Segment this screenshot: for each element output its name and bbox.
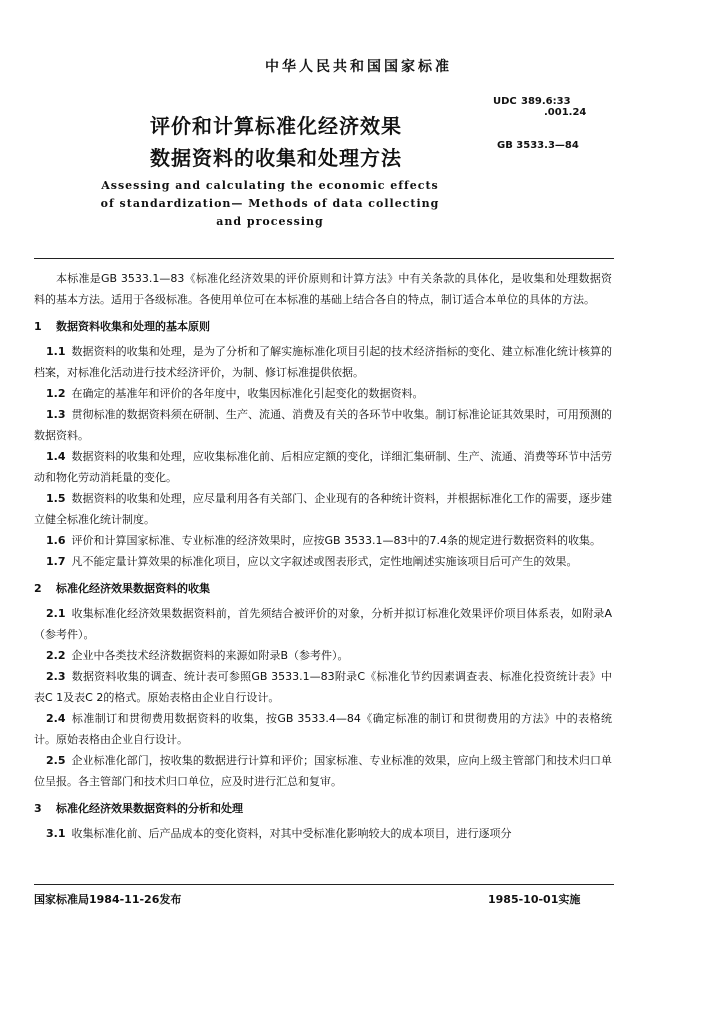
section-heading: 1 数据资料收集和处理的基本原则	[34, 320, 210, 333]
udc-code-1: 389.6:33	[521, 96, 571, 107]
clause-2-4: 2.4 标准制订和贯彻费用数据资料的收集，按GB 3533.4—84《确定标准的制订和贯彻费用的方法》中的表格统计。原始表格由企业自行设计。	[34, 712, 612, 746]
udc-code-2: .001.24	[544, 107, 587, 118]
national-standard-heading: 中华人民共和国国家标准	[265, 59, 452, 75]
english-title-line-2: of standardization— Methods of data collecting	[100, 197, 440, 210]
section-1	[34, 316, 612, 572]
english-title-line-1: Assessing and calculating the economic effects	[101, 179, 439, 192]
section-3	[34, 798, 612, 844]
effective-date: 1985-10-01实施	[488, 893, 581, 906]
udc-label: UDC	[493, 96, 517, 107]
clause-1-1: 1.1 数据资料的收集和处理，是为了分析和了解实施标准化项目引起的技术经济指标的变化、建立标准化统计核算的档案，对标准化活动进行技术经济评价，为制、修订标准提供依据。	[34, 345, 612, 379]
top-divider	[34, 258, 614, 259]
clause-1-6: 1.6 评价和计算国家标准、专业标准的经济效果时，应按GB 3533.1—83中的7.4条的规定进行数据资料的收集。	[46, 534, 602, 547]
section-2	[34, 578, 612, 792]
clause-2-5: 2.5 企业标准化部门，按收集的数据进行计算和评价；国家标准、专业标准的效果，应向上级主管部门和技术归口单位呈报。各主管部门和技术归口单位，应及时进行汇总和复审。	[34, 754, 612, 788]
clause-2-1: 2.1 收集标准化经济效果数据资料前，首先须结合被评价的对象，分析并拟订标准化效果评价项目体系表，如附录A（参考件）。	[34, 607, 612, 641]
clause-1-5: 1.5 数据资料的收集和处理，应尽量利用各有关部门、企业现有的各种统计资料，并根据标准化工作的需要，逐步建立健全标准化统计制度。	[34, 492, 612, 526]
clause-1-2: 1.2 在确定的基准年和评价的各年度中，收集因标准化引起变化的数据资料。	[46, 387, 424, 400]
body-text	[34, 268, 612, 844]
title-line-1: 评价和计算标准化经济效果	[150, 114, 402, 138]
clause-1-7: 1.7 凡不能定量计算效果的标准化项目，应以文字叙述或图表形式，定性地阐述实施该项目后可产生的效果。	[46, 555, 578, 568]
bottom-divider	[34, 884, 614, 885]
clause-1-3: 1.3 贯彻标准的数据资料须在研制、生产、流通、消费及有关的各环节中收集。制订标准论证其效果时，可用预测的数据资料。	[34, 408, 612, 442]
clause-3-1: 3.1 收集标准化前、后产品成本的变化资料，对其中受标准化影响较大的成本项目，进行逐项分	[46, 827, 512, 840]
gb-code: GB 3533.3—84	[497, 140, 579, 151]
section-heading: 2 标准化经济效果数据资料的收集	[34, 582, 210, 595]
section-heading: 3 标准化经济效果数据资料的分析和处理	[34, 802, 243, 815]
clause-2-3: 2.3 数据资料收集的调查、统计表可参照GB 3533.1—83附录C《标准化节约因素调查表、标准化投资统计表》中表C 1及表C 2的格式。原始表格由企业自行设计。	[34, 670, 612, 704]
udc-block	[493, 96, 587, 118]
clause-1-4: 1.4 数据资料的收集和处理，应收集标准化前、后相应定额的变化，详细汇集研制、生产、流通、消费等环节中活劳动和物化劳动消耗量的变化。	[34, 450, 612, 484]
clause-2-2: 2.2 企业中各类技术经济数据资料的来源如附录B（参考件）。	[46, 649, 349, 662]
issue-date: 国家标准局1984-11-26发布	[34, 893, 182, 906]
intro-paragraph: 本标准是GB 3533.1—83《标准化经济效果的评价原则和计算方法》中有关条款的具体化，是收集和处理数据资料的基本方法。适用于各级标准。各使用单位可在本标准的基础上结合各自的特点，制订适合本单位的具体的方法。	[34, 272, 612, 306]
english-title-line-3: and processing	[216, 215, 324, 228]
title-line-2: 数据资料的收集和处理方法	[150, 146, 402, 170]
